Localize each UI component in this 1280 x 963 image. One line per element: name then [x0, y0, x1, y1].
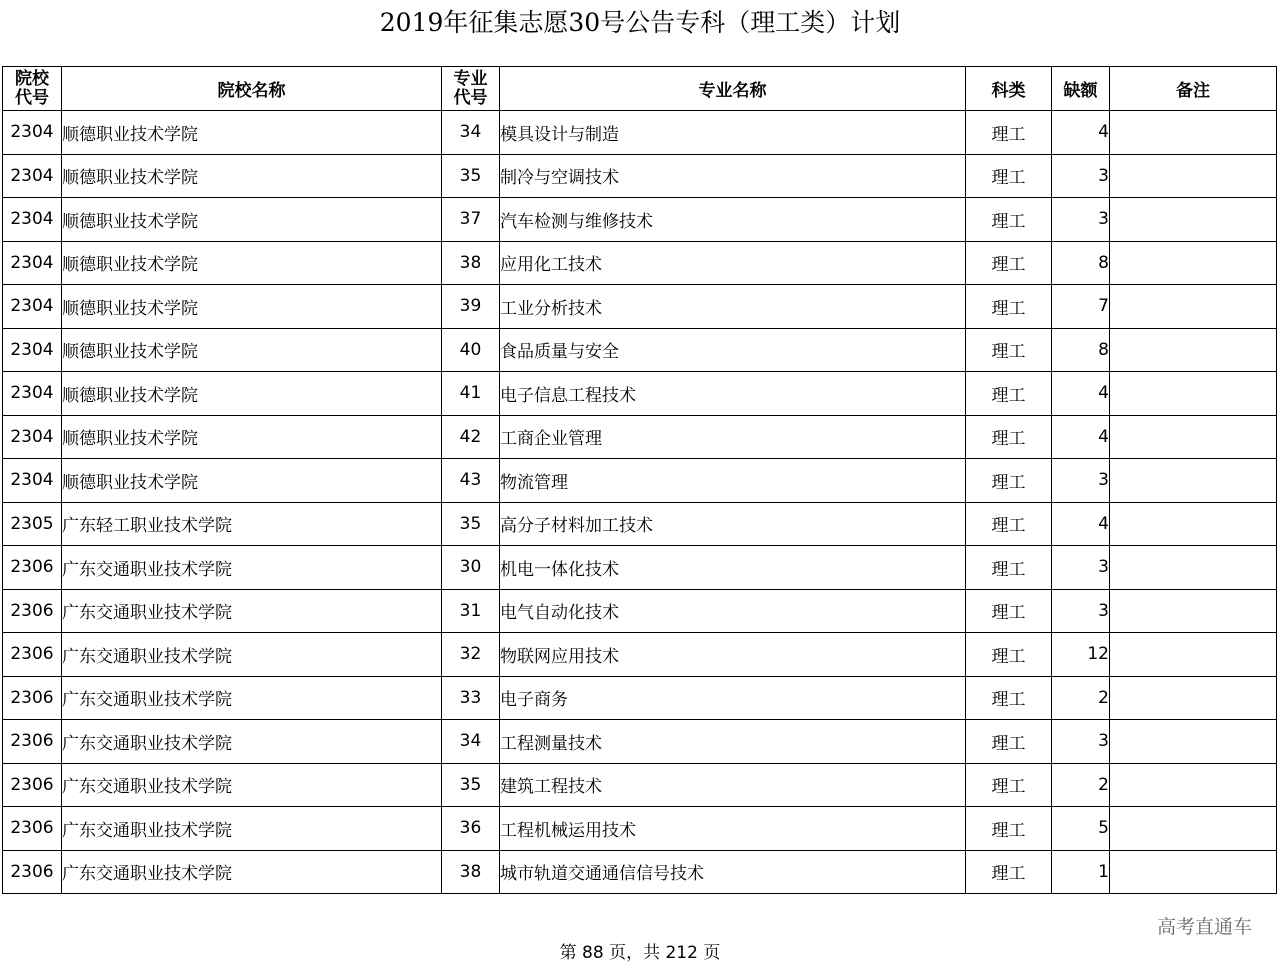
- category-cell: 理工: [966, 720, 1052, 764]
- major-code-cell: 38: [442, 241, 500, 285]
- remark-cell: [1110, 241, 1277, 285]
- header-remark: 备注: [1110, 67, 1277, 111]
- quota-cell: 2: [1052, 676, 1110, 720]
- page-title: 2019年征集志愿30号公告专科（理工类）计划: [379, 8, 901, 37]
- header-school-name: 院校名称: [62, 67, 442, 111]
- major-code-cell: 35: [442, 763, 500, 807]
- school-code-cell: 2306: [3, 676, 62, 720]
- remark-cell: [1110, 763, 1277, 807]
- school-code-cell: 2304: [3, 111, 62, 155]
- major-name-cell: 高分子材料加工技术: [500, 502, 966, 546]
- quota-cell: 3: [1052, 720, 1110, 764]
- major-code-cell: 30: [442, 546, 500, 590]
- table-row: [3, 676, 1277, 720]
- header-category: 科类: [966, 67, 1052, 111]
- school-code-cell: 2306: [3, 720, 62, 764]
- school-code-cell: 2304: [3, 415, 62, 459]
- school-code-cell: 2304: [3, 328, 62, 372]
- school-name-cell: 顺德职业技术学院: [62, 415, 442, 459]
- major-name-cell: 建筑工程技术: [500, 763, 966, 807]
- school-code-cell: 2304: [3, 285, 62, 329]
- table-header: [3, 67, 1277, 111]
- category-cell: 理工: [966, 633, 1052, 677]
- category-cell: 理工: [966, 154, 1052, 198]
- school-name-cell: 广东交通职业技术学院: [62, 807, 442, 851]
- major-code-cell: 40: [442, 328, 500, 372]
- quota-cell: 4: [1052, 372, 1110, 416]
- school-code-cell: 2306: [3, 850, 62, 894]
- major-name-cell: 工业分析技术: [500, 285, 966, 329]
- header-major-code: 专业 代号: [442, 67, 500, 111]
- remark-cell: [1110, 720, 1277, 764]
- remark-cell: [1110, 111, 1277, 155]
- major-name-cell: 汽车检测与维修技术: [500, 198, 966, 242]
- category-cell: 理工: [966, 372, 1052, 416]
- school-name-cell: 广东交通职业技术学院: [62, 720, 442, 764]
- remark-cell: [1110, 850, 1277, 894]
- quota-cell: 4: [1052, 111, 1110, 155]
- major-name-cell: 电子信息工程技术: [500, 372, 966, 416]
- school-name-cell: 顺德职业技术学院: [62, 459, 442, 503]
- quota-cell: 8: [1052, 241, 1110, 285]
- table-row: [3, 502, 1277, 546]
- school-code-cell: 2306: [3, 589, 62, 633]
- school-name-cell: 广东交通职业技术学院: [62, 850, 442, 894]
- table-row: [3, 459, 1277, 503]
- remark-cell: [1110, 198, 1277, 242]
- major-code-cell: 41: [442, 372, 500, 416]
- table-row: [3, 111, 1277, 155]
- major-code-cell: 37: [442, 198, 500, 242]
- major-code-cell: 42: [442, 415, 500, 459]
- major-name-cell: 应用化工技术: [500, 241, 966, 285]
- school-name-cell: 顺德职业技术学院: [62, 111, 442, 155]
- school-name-cell: 广东交通职业技术学院: [62, 676, 442, 720]
- category-cell: 理工: [966, 589, 1052, 633]
- quota-cell: 4: [1052, 415, 1110, 459]
- remark-cell: [1110, 328, 1277, 372]
- table-row: [3, 850, 1277, 894]
- category-cell: 理工: [966, 850, 1052, 894]
- quota-cell: 3: [1052, 154, 1110, 198]
- remark-cell: [1110, 154, 1277, 198]
- category-cell: 理工: [966, 546, 1052, 590]
- table-row: [3, 633, 1277, 677]
- major-name-cell: 制冷与空调技术: [500, 154, 966, 198]
- school-name-cell: 广东交通职业技术学院: [62, 633, 442, 677]
- major-name-cell: 电气自动化技术: [500, 589, 966, 633]
- category-cell: 理工: [966, 415, 1052, 459]
- school-code-cell: 2306: [3, 546, 62, 590]
- major-code-cell: 31: [442, 589, 500, 633]
- school-name-cell: 顺德职业技术学院: [62, 285, 442, 329]
- remark-cell: [1110, 459, 1277, 503]
- remark-cell: [1110, 372, 1277, 416]
- school-code-cell: 2304: [3, 241, 62, 285]
- table-row: [3, 763, 1277, 807]
- school-name-cell: 广东交通职业技术学院: [62, 589, 442, 633]
- school-name-cell: 广东交通职业技术学院: [62, 763, 442, 807]
- school-name-cell: 顺德职业技术学院: [62, 198, 442, 242]
- major-name-cell: 物联网应用技术: [500, 633, 966, 677]
- major-code-cell: 38: [442, 850, 500, 894]
- major-code-cell: 35: [442, 502, 500, 546]
- school-code-cell: 2306: [3, 807, 62, 851]
- enrollment-plan-table: [2, 66, 1277, 894]
- quota-cell: 8: [1052, 328, 1110, 372]
- school-code-cell: 2304: [3, 154, 62, 198]
- school-name-cell: 顺德职业技术学院: [62, 154, 442, 198]
- school-name-cell: 顺德职业技术学院: [62, 372, 442, 416]
- quota-cell: 1: [1052, 850, 1110, 894]
- header-major-name: 专业名称: [500, 67, 966, 111]
- table-row: [3, 285, 1277, 329]
- table-body: [3, 111, 1277, 894]
- quota-cell: 5: [1052, 807, 1110, 851]
- table-row: [3, 720, 1277, 764]
- header-quota: 缺额: [1052, 67, 1110, 111]
- category-cell: 理工: [966, 763, 1052, 807]
- category-cell: 理工: [966, 285, 1052, 329]
- major-name-cell: 食品质量与安全: [500, 328, 966, 372]
- remark-cell: [1110, 589, 1277, 633]
- table-row: [3, 372, 1277, 416]
- school-code-cell: 2304: [3, 198, 62, 242]
- category-cell: 理工: [966, 241, 1052, 285]
- quota-cell: 7: [1052, 285, 1110, 329]
- category-cell: 理工: [966, 807, 1052, 851]
- table-row: [3, 198, 1277, 242]
- watermark: 高考直通车: [1156, 916, 1252, 938]
- table-row: [3, 241, 1277, 285]
- table-row: [3, 328, 1277, 372]
- category-cell: 理工: [966, 502, 1052, 546]
- major-code-cell: 35: [442, 154, 500, 198]
- major-code-cell: 34: [442, 720, 500, 764]
- table-row: [3, 807, 1277, 851]
- major-code-cell: 39: [442, 285, 500, 329]
- school-code-cell: 2306: [3, 633, 62, 677]
- school-name-cell: 顺德职业技术学院: [62, 241, 442, 285]
- school-name-cell: 广东轻工职业技术学院: [62, 502, 442, 546]
- quota-cell: 3: [1052, 589, 1110, 633]
- category-cell: 理工: [966, 459, 1052, 503]
- school-code-cell: 2306: [3, 763, 62, 807]
- school-code-cell: 2305: [3, 502, 62, 546]
- quota-cell: 3: [1052, 198, 1110, 242]
- remark-cell: [1110, 546, 1277, 590]
- quota-cell: 12: [1052, 633, 1110, 677]
- remark-cell: [1110, 415, 1277, 459]
- header-school-code: 院校 代号: [3, 67, 62, 111]
- category-cell: 理工: [966, 328, 1052, 372]
- major-name-cell: 工商企业管理: [500, 415, 966, 459]
- quota-cell: 2: [1052, 763, 1110, 807]
- school-name-cell: 顺德职业技术学院: [62, 328, 442, 372]
- major-code-cell: 36: [442, 807, 500, 851]
- major-name-cell: 城市轨道交通通信信号技术: [500, 850, 966, 894]
- major-code-cell: 43: [442, 459, 500, 503]
- quota-cell: 4: [1052, 502, 1110, 546]
- school-code-cell: 2304: [3, 372, 62, 416]
- remark-cell: [1110, 633, 1277, 677]
- school-name-cell: 广东交通职业技术学院: [62, 546, 442, 590]
- remark-cell: [1110, 285, 1277, 329]
- quota-cell: 3: [1052, 459, 1110, 503]
- table-row: [3, 415, 1277, 459]
- major-name-cell: 电子商务: [500, 676, 966, 720]
- remark-cell: [1110, 502, 1277, 546]
- remark-cell: [1110, 676, 1277, 720]
- school-code-cell: 2304: [3, 459, 62, 503]
- page-footer: 第 88 页，共 212 页: [559, 943, 721, 963]
- remark-cell: [1110, 807, 1277, 851]
- category-cell: 理工: [966, 676, 1052, 720]
- table-row: [3, 546, 1277, 590]
- category-cell: 理工: [966, 111, 1052, 155]
- quota-cell: 3: [1052, 546, 1110, 590]
- table-row: [3, 589, 1277, 633]
- major-name-cell: 机电一体化技术: [500, 546, 966, 590]
- major-name-cell: 工程机械运用技术: [500, 807, 966, 851]
- major-code-cell: 33: [442, 676, 500, 720]
- major-name-cell: 模具设计与制造: [500, 111, 966, 155]
- major-code-cell: 34: [442, 111, 500, 155]
- major-name-cell: 工程测量技术: [500, 720, 966, 764]
- major-code-cell: 32: [442, 633, 500, 677]
- major-name-cell: 物流管理: [500, 459, 966, 503]
- table-row: [3, 154, 1277, 198]
- category-cell: 理工: [966, 198, 1052, 242]
